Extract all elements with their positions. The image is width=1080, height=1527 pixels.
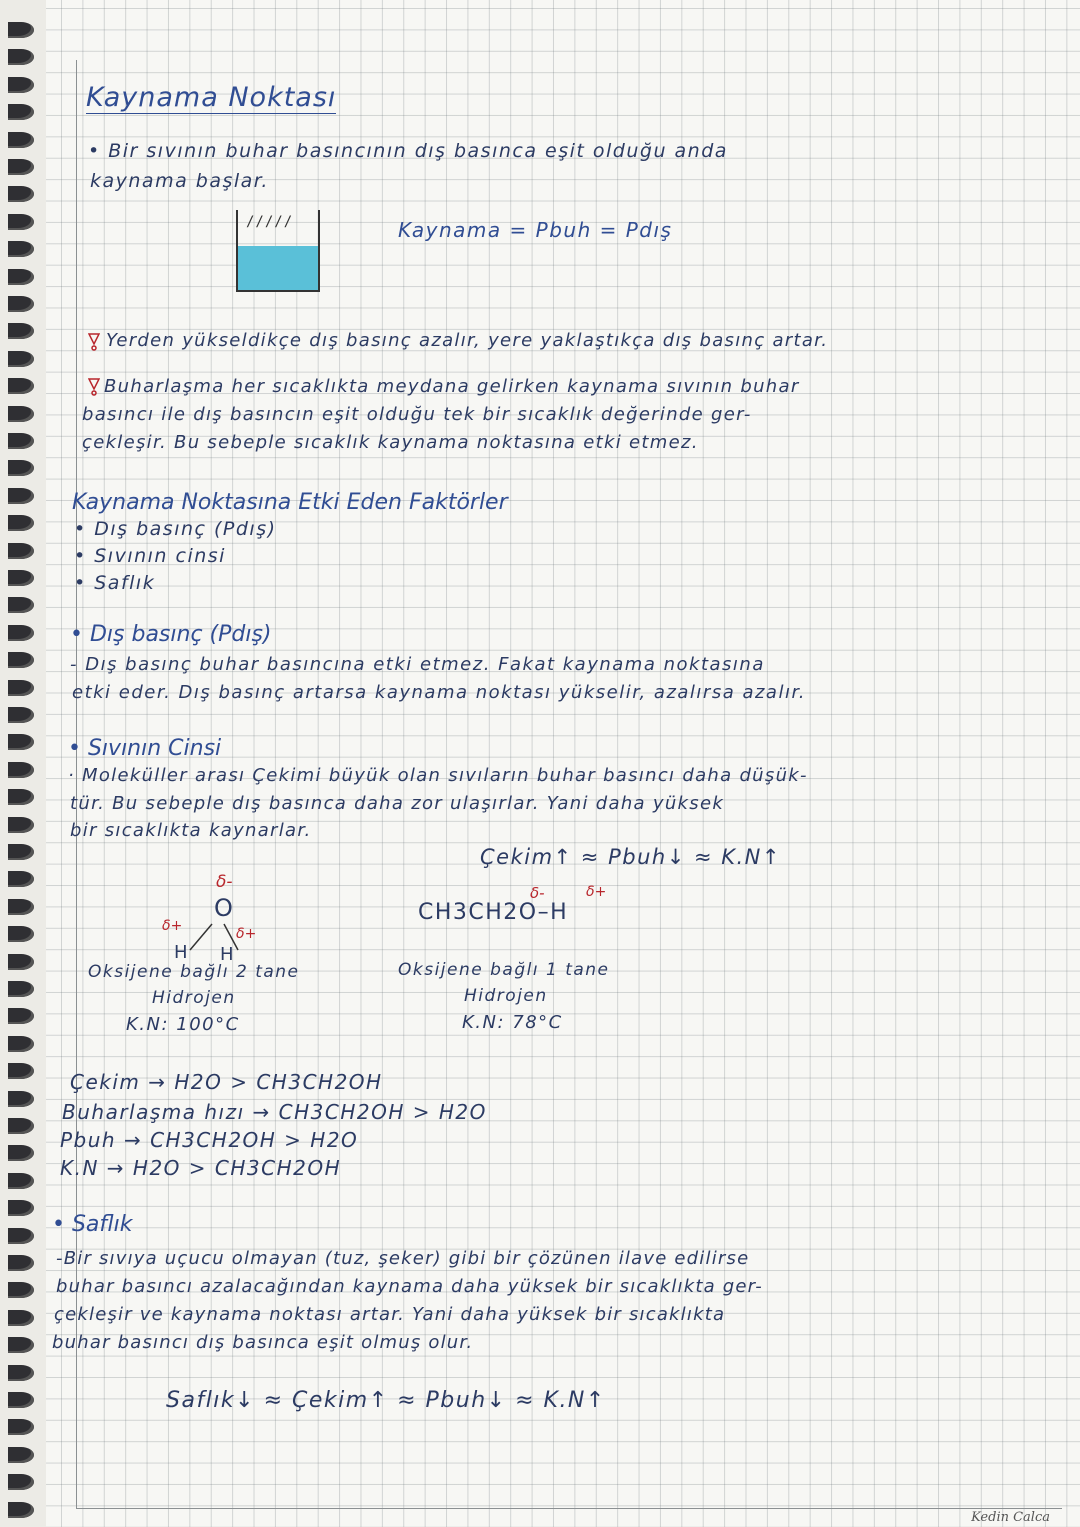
- factor-item: • Sıvının cinsi: [74, 545, 226, 567]
- spiral-ring: [8, 1392, 34, 1408]
- spiral-ring: [8, 1091, 34, 1107]
- spiral-ring: [8, 762, 34, 778]
- vapor-lines: /////: [246, 214, 294, 230]
- water-oxygen-atom: O: [214, 894, 235, 922]
- water-charge-hydrogen-1: δ+: [162, 918, 183, 934]
- comparison-evaporation-rate: Buharlaşma hızı → CH3CH2OH > H2O: [62, 1100, 487, 1124]
- purity-heading: • Saflık: [52, 1212, 133, 1237]
- pressure-line-2: etki eder. Dış basınç artarsa kaynama noktası yükselir, azalırsa azalır.: [72, 682, 806, 703]
- spiral-ring: [8, 597, 34, 613]
- spiral-ring: [8, 899, 34, 915]
- purity-line-1: -Bir sıvıya uçucu olmayan (tuz, şeker) gibi bir çözünen ilave edilirse: [56, 1248, 750, 1269]
- spiral-ring: [8, 1008, 34, 1024]
- spiral-ring: [8, 625, 34, 641]
- spiral-ring: [8, 954, 34, 970]
- spiral-ring: [8, 378, 34, 394]
- liquid-type-line-1: · Moleküller arası Çekimi büyük olan sıvıların buhar basıncı daha düşük-: [68, 765, 808, 786]
- spiral-ring: [8, 1474, 34, 1490]
- ethanol-charge-oxygen: δ-: [530, 884, 545, 902]
- spiral-ring: [8, 1282, 34, 1298]
- ethanol-label-1: Oksijene bağlı 1 tane: [398, 960, 610, 980]
- spiral-ring: [8, 1337, 34, 1353]
- spiral-ring: [8, 1255, 34, 1271]
- spiral-ring: [8, 406, 34, 422]
- exclamation-icon: [88, 378, 100, 396]
- spiral-ring: [8, 460, 34, 476]
- spiral-ring: [8, 1365, 34, 1381]
- spiral-ring: [8, 1118, 34, 1134]
- water-boiling-point: K.N: 100°C: [126, 1014, 240, 1035]
- liquid-type-line-3: bir sıcaklıkta kaynarlar.: [70, 820, 312, 841]
- ethanol-boiling-point: K.N: 78°C: [462, 1012, 563, 1033]
- spiral-ring: [8, 351, 34, 367]
- water-label-1: Oksijene bağlı 2 tane: [88, 962, 300, 982]
- spiral-ring: [8, 269, 34, 285]
- spiral-ring: [8, 871, 34, 887]
- spiral-ring: [8, 680, 34, 696]
- ethanol-label-2: Hidrojen: [464, 986, 548, 1006]
- spiral-binding: [0, 0, 46, 1527]
- beaker-liquid: [238, 246, 318, 290]
- notebook-brand: Kedin Calca: [971, 1510, 1050, 1525]
- spiral-ring: [8, 159, 34, 175]
- spiral-ring: [8, 433, 34, 449]
- water-hydrogen-2: H: [220, 944, 236, 965]
- factors-heading: Kaynama Noktasına Etki Eden Faktörler: [72, 490, 508, 515]
- spiral-ring: [8, 1310, 34, 1326]
- liquid-type-relation: Çekim↑ ≈ Pbuh↓ ≈ K.N↑: [480, 845, 781, 869]
- purity-relation: Saflık↓ ≈ Çekim↑ ≈ Pbuh↓ ≈ K.N↑: [166, 1388, 606, 1413]
- spiral-ring: [8, 981, 34, 997]
- note-altitude: Yerden yükseldikçe dış basınç azalır, yere yaklaştıkça dış basınç artar.: [106, 330, 829, 351]
- definition-line-1: • Bir sıvının buhar basıncının dış basınca eşit olduğu anda: [88, 140, 728, 162]
- ethanol-formula: CH3CH2O–H: [418, 900, 569, 925]
- water-label-2: Hidrojen: [152, 988, 236, 1008]
- spiral-ring: [8, 652, 34, 668]
- spiral-ring: [8, 817, 34, 833]
- note-evaporation-line-3: çekleşir. Bu sebeple sıcaklık kaynama noktasına etki etmez.: [82, 432, 699, 453]
- spiral-ring: [8, 543, 34, 559]
- factor-item: • Dış basınç (Pdış): [74, 518, 277, 540]
- purity-line-4: buhar basıncı dış basınca eşit olmuş olur.: [52, 1332, 474, 1353]
- definition-line-2: kaynama başlar.: [90, 170, 269, 192]
- spiral-ring: [8, 132, 34, 148]
- purity-line-2: buhar basıncı azalacağından kaynama daha yüksek bir sıcaklıkta ger-: [56, 1276, 763, 1297]
- note-evaporation-line-2: basıncı ile dış basıncın eşit olduğu tek bir sıcaklık değerinde ger-: [82, 404, 752, 425]
- boiling-formula: Kaynama = Pbuh = Pdış: [398, 218, 673, 242]
- spiral-ring: [8, 1063, 34, 1079]
- spiral-ring: [8, 734, 34, 750]
- page-title: Kaynama Noktası: [86, 82, 337, 113]
- comparison-boiling-point: K.N → H2O > CH3CH2OH: [60, 1156, 342, 1180]
- spiral-ring: [8, 488, 34, 504]
- spiral-ring: [8, 1036, 34, 1052]
- purity-line-3: çekleşir ve kaynama noktası artar. Yani daha yüksek bir sıcaklıkta: [54, 1304, 726, 1325]
- spiral-ring: [8, 104, 34, 120]
- spiral-ring: [8, 789, 34, 805]
- boiling-beaker-drawing: [236, 210, 320, 292]
- spiral-ring: [8, 323, 34, 339]
- spiral-ring: [8, 241, 34, 257]
- spiral-ring: [8, 844, 34, 860]
- pressure-heading: • Dış basınç (Pdış): [70, 622, 272, 647]
- water-charge-oxygen: δ-: [216, 872, 233, 892]
- factor-item: • Saflık: [74, 572, 156, 594]
- water-charge-hydrogen-2: δ+: [236, 926, 257, 942]
- comparison-attraction: Çekim → H2O > CH3CH2OH: [70, 1070, 383, 1094]
- spiral-ring: [8, 49, 34, 65]
- exclamation-icon: [88, 333, 100, 351]
- spiral-ring: [8, 1200, 34, 1216]
- comparison-vapor-pressure: Pbuh → CH3CH2OH > H2O: [60, 1128, 359, 1152]
- spiral-ring: [8, 515, 34, 531]
- spiral-ring: [8, 1173, 34, 1189]
- liquid-type-line-2: tür. Bu sebeple dış basınca daha zor ulaşırlar. Yani daha yüksek: [70, 793, 725, 814]
- spiral-ring: [8, 1502, 34, 1518]
- spiral-ring: [8, 22, 34, 38]
- pressure-line-1: - Dış basınç buhar basıncına etki etmez. Fakat kaynama noktasına: [70, 654, 765, 675]
- notebook-page: [46, 0, 1080, 1527]
- spiral-ring: [8, 186, 34, 202]
- spiral-ring: [8, 77, 34, 93]
- spiral-ring: [8, 296, 34, 312]
- spiral-ring: [8, 1145, 34, 1161]
- spiral-ring: [8, 926, 34, 942]
- ethanol-charge-hydrogen: δ+: [586, 884, 607, 900]
- spiral-ring: [8, 570, 34, 586]
- water-hydrogen-1: H: [174, 942, 190, 963]
- liquid-type-heading: • Sıvının Cinsi: [68, 736, 222, 761]
- spiral-ring: [8, 1447, 34, 1463]
- spiral-ring: [8, 1419, 34, 1435]
- note-evaporation-line-1: Buharlaşma her sıcaklıkta meydana gelirken kaynama sıvının buhar: [104, 376, 800, 397]
- spiral-ring: [8, 707, 34, 723]
- spiral-ring: [8, 214, 34, 230]
- spiral-ring: [8, 1228, 34, 1244]
